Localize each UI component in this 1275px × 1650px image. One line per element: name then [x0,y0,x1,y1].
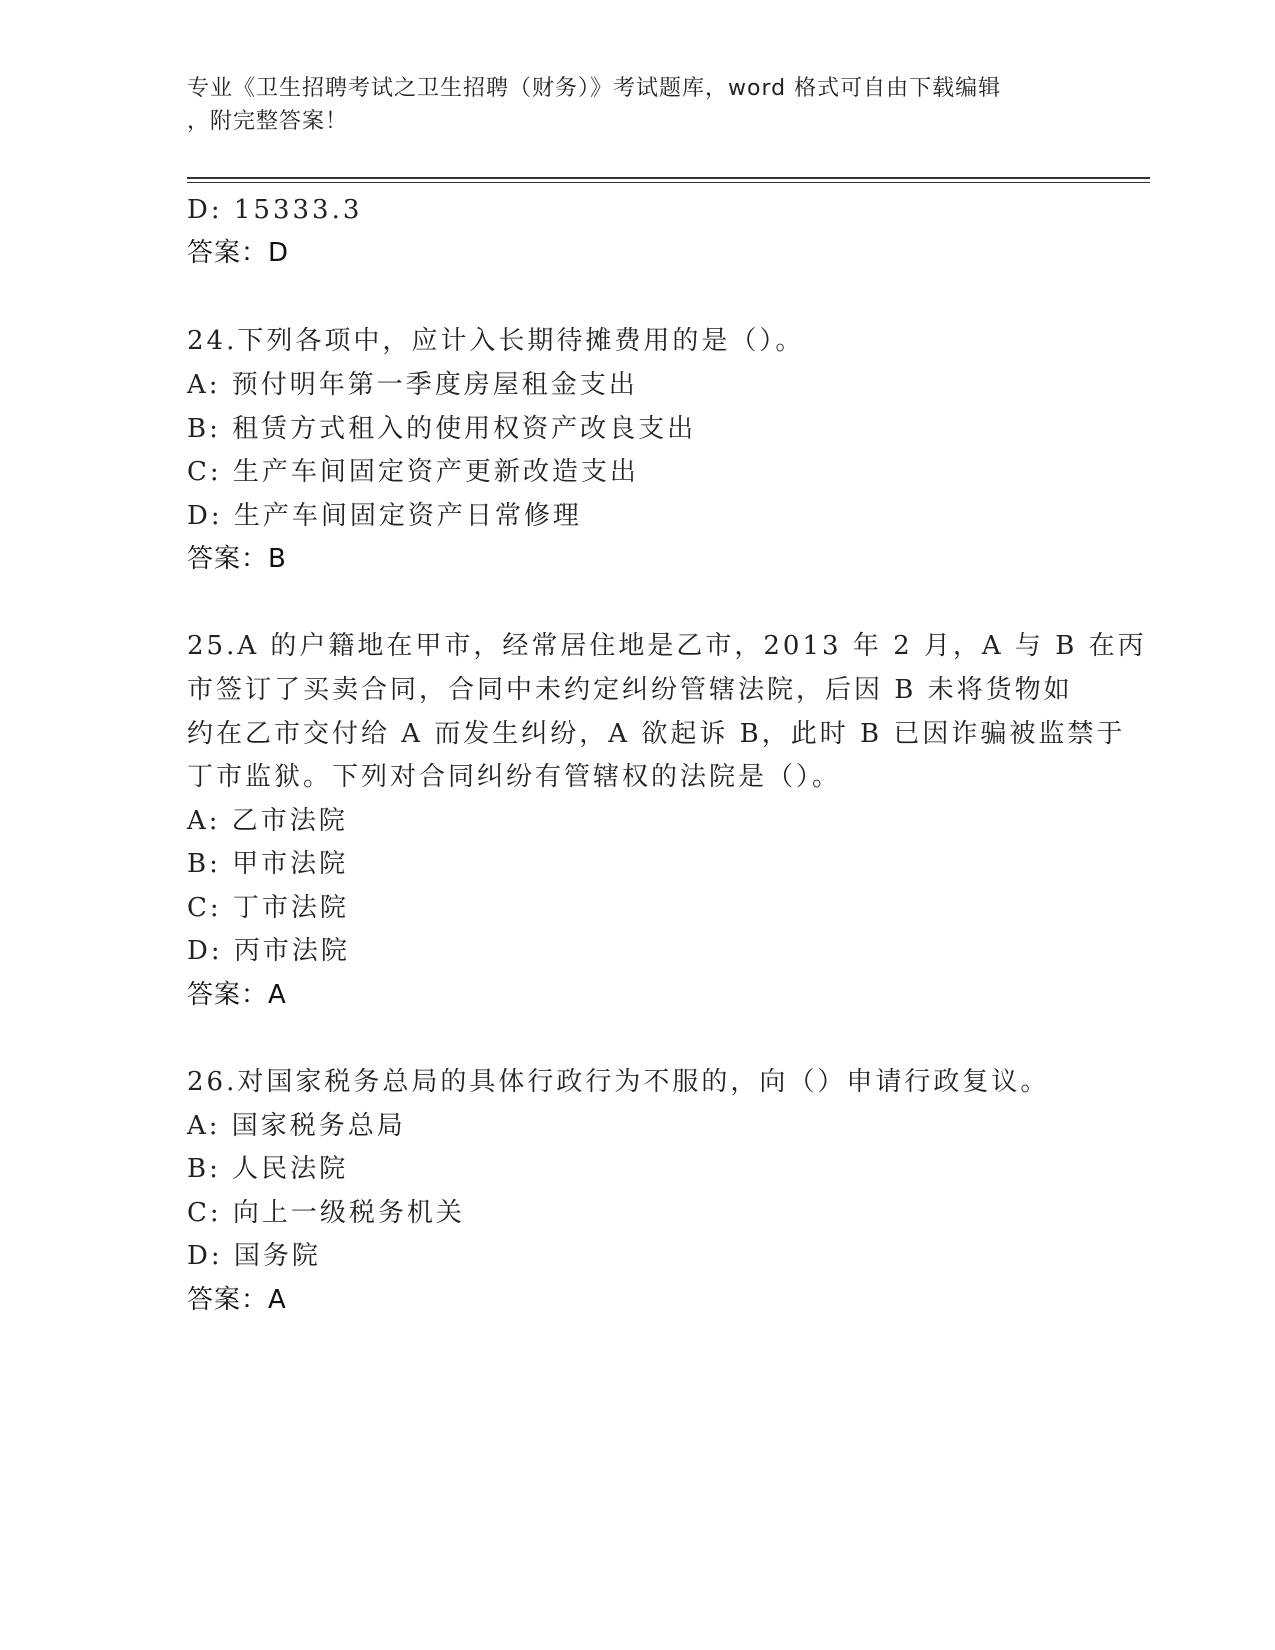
option-c: C: 生产车间固定资产更新改造支出 [187,457,639,487]
answer: 答案：D [187,238,290,268]
question-stem: 26.对国家税务总局的具体行政行为不服的，向（）申请行政复议。 [187,1067,1050,1097]
option-b: B: 人民法院 [187,1154,349,1184]
option-a: A: 乙市法院 [187,806,348,836]
option-c: C: 丁市法院 [187,893,349,923]
option-c: C: 向上一级税务机关 [187,1198,465,1228]
answer: 答案：A [187,1285,287,1315]
answer: 答案：A [187,980,287,1010]
question-stem-line-4: 丁市监狱。下列对合同纠纷有管辖权的法院是（）。 [187,762,842,792]
option-b: B: 租赁方式租入的使用权资产改良支出 [187,414,697,444]
option-a: A: 国家税务总局 [187,1111,406,1141]
question-stem-line-1: 25.A 的户籍地在甲市，经常居住地是乙市，2013 年 2 月，A 与 B 在丙 [187,631,1147,661]
header-line-2: ，附完整答案！ [187,109,349,134]
header-divider-thick [187,177,1150,179]
option-d: D: 15333.3 [187,195,363,225]
option-a: A: 预付明年第一季度房屋租金支出 [187,370,638,400]
option-d: D: 国务院 [187,1241,321,1271]
option-d: D: 丙市法院 [187,936,350,966]
answer: 答案：B [187,544,287,574]
header-text [187,72,1087,138]
option-b: B: 甲市法院 [187,849,349,879]
header-line-1: 专业《卫生招聘考试之卫生招聘（财务）》考试题库，word 格式可自由下载编辑 [187,76,1002,101]
question-stem-line-3: 约在乙市交付给 A 而发生纠纷，A 欲起诉 B，此时 B 已因诈骗被监禁于 [187,719,1126,749]
question-stem: 24.下列各项中，应计入长期待摊费用的是（）。 [187,326,805,356]
question-stem-line-2: 市签订了买卖合同，合同中未约定纠纷管辖法院，后因 B 未将货物如 [187,675,1073,705]
option-d: D: 生产车间固定资产日常修理 [187,501,582,531]
header-divider-thin [187,182,1150,183]
